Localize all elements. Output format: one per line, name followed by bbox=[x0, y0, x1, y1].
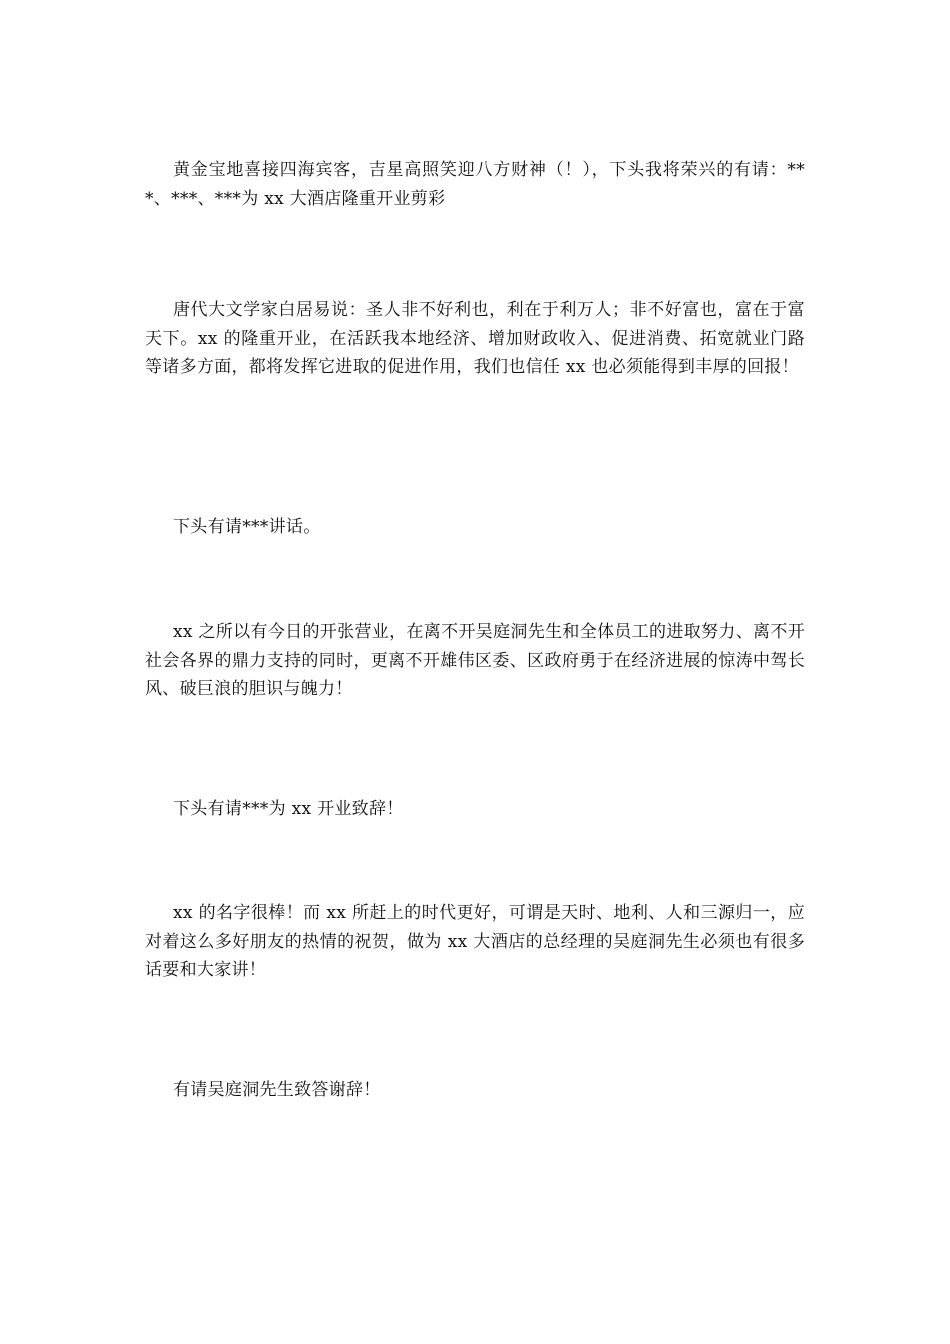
paragraph-bai-juyi-quote: 唐代大文学家白居易说：圣人非不好利也，利在于利万人；非不好富也，富在于富天下。xx 的隆重开业，在活跃我本地经济、增加财政收入、促进消费、拓宽就业门路等诸多方面，都将发挥它进取的促进作用，我们也信任 xx 也必须能得到丰厚的回报！ bbox=[145, 300, 805, 377]
paragraph-ribbon-cutting-invitation: 黄金宝地喜接四海宾客，吉星高照笑迎八方财神（！），下头我将荣兴的有请：***、***、***为 xx 大酒店隆重开业剪彩 bbox=[145, 160, 805, 209]
paragraph-name-praise: xx 的名字很棒！而 xx 所赶上的时代更好，可谓是天时、地利、人和三源归一，应对着这么多好朋友的热情的祝贺，做为 xx 大酒店的总经理的吴庭洞先生必须也有很多话要和大家讲！ bbox=[145, 903, 805, 980]
paragraph-thank-you-speech-invitation: 有请吴庭洞先生致答谢辞！ bbox=[173, 1080, 381, 1100]
paragraph-acknowledgements: xx 之所以有今日的开张营业，在离不开吴庭洞先生和全体员工的进取努力、离不开社会各界的鼎力支持的同时，更离不开雄伟区委、区政府勇于在经济进展的惊涛中驾长风、破巨浪的胆识与魄力！ bbox=[145, 622, 805, 699]
paragraph-opening-address-invitation: 下头有请***为 xx 开业致辞！ bbox=[173, 799, 404, 819]
paragraph-speech-invitation: 下头有请***讲话。 bbox=[173, 517, 321, 537]
